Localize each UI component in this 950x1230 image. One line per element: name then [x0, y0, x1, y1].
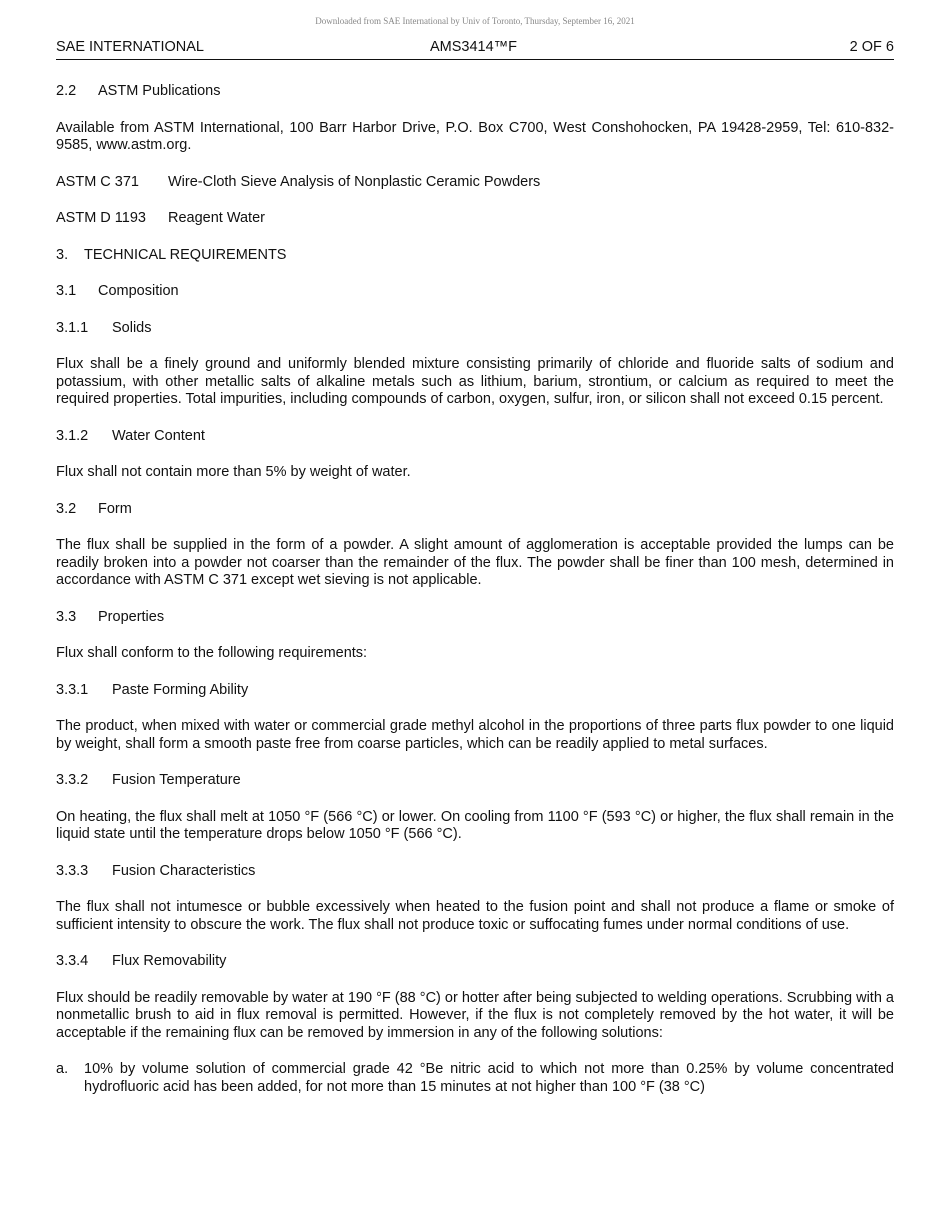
solids-paragraph: Flux shall be a finely ground and uniformly blended mixture consisting primarily of chloride and fluoride salts of sodium and potassium, with other metallic salts of alkaline metals such as lithium, barium, strontium, or calcium as required to meet the required properties. Total impurities, including compounds of carbon, oxygen, sulfur, iron, or silicon shall not exceed 0.15 percent. [56, 356, 894, 407]
water-content-paragraph: Flux shall not contain more than 5% by weight of water. [56, 464, 411, 480]
heading-2-2 [56, 83, 894, 101]
fusion-characteristics-paragraph: The flux shall not intumesce or bubble excessively when heated to the fusion point and shall not produce a flame or smoke of sufficient intensity to obscure the work. The flux shall not produce toxic or suffocating fumes under normal conditions of use. [56, 899, 894, 933]
section-number: 3.3.2 [56, 772, 89, 788]
list-item [56, 1061, 894, 1096]
document-body [56, 83, 894, 1115]
list-marker: a. [56, 1061, 69, 1077]
heading-3-1-2 [56, 428, 894, 446]
section-number: 3.2 [56, 500, 77, 517]
section-title: Composition [98, 283, 179, 299]
heading-3-3-4 [56, 953, 894, 971]
form-paragraph: The flux shall be supplied in the form of a powder. A slight amount of agglomeration is acceptable provided the lumps can be readily broken into a powder not coarser than the remainder of the flux. The powder shall be finer than 100 mesh, determined in accordance with ASTM C 371 except wet sieving is not applicable. [56, 537, 894, 588]
reference-astm-c371 [56, 174, 894, 192]
download-watermark: Downloaded from SAE International by Univ of Toronto, Thursday, September 16, 2021 [315, 16, 635, 26]
heading-3-1-1 [56, 320, 894, 338]
reference-title: Reagent Water [168, 210, 265, 226]
section-number: 3.1.1 [56, 319, 89, 336]
reference-code: ASTM C 371 [56, 173, 139, 190]
astm-availability-paragraph: Available from ASTM International, 100 Barr Harbor Drive, P.O. Box C700, West Conshohocken, PA 19428-2959, Tel: 610-832-9585, www.astm.org. [56, 119, 894, 153]
section-title: Form [98, 500, 132, 517]
reference-title: Wire-Cloth Sieve Analysis of Nonplastic Ceramic Powders [168, 173, 541, 190]
section-number: 3.3 [56, 608, 77, 625]
section-title: Flux Removability [112, 953, 227, 969]
section-title: ASTM Publications [98, 83, 221, 99]
fusion-temperature-paragraph: On heating, the flux shall melt at 1050 °F (566 °C) or lower. On cooling from 1100 °F (593 °C) or higher, the flux shall remain in the liquid state until the temperature drops below 1050 °F (566 °C). [56, 808, 894, 842]
header-org: SAE INTERNATIONAL [56, 39, 204, 55]
section-number: 3.3.3 [56, 862, 89, 879]
section-title: Properties [98, 608, 165, 625]
section-number: 3.1.2 [56, 427, 89, 444]
heading-3-3-2 [56, 772, 894, 790]
header-doc-id: AMS3414™F [430, 39, 518, 55]
reference-astm-d1193 [56, 210, 894, 228]
section-title: TECHNICAL REQUIREMENTS [84, 246, 287, 263]
section-number: 3.3.1 [56, 681, 89, 698]
section-number: 2.2 [56, 83, 77, 99]
section-title: Solids [112, 319, 152, 336]
section-title: Fusion Temperature [112, 772, 241, 788]
section-title: Paste Forming Ability [112, 681, 249, 698]
paste-forming-paragraph: The product, when mixed with water or commercial grade methyl alcohol in the proportions of three parts flux powder to one liquid by weight, shall form a smooth paste free from coarse particles, which can be readily applied to metal surfaces. [56, 718, 894, 752]
heading-3-1 [56, 283, 894, 301]
page-header [56, 39, 894, 60]
reference-code: ASTM D 1193 [56, 210, 146, 226]
heading-3-3 [56, 609, 894, 627]
section-title: Water Content [112, 427, 205, 444]
properties-paragraph: Flux shall conform to the following requirements: [56, 645, 368, 661]
heading-3-2 [56, 501, 894, 519]
section-number: 3.3.4 [56, 953, 89, 969]
heading-3-3-1 [56, 682, 894, 700]
section-number: 3.1 [56, 283, 77, 299]
section-number: 3. [56, 246, 69, 263]
header-page-number: 2 OF 6 [849, 39, 894, 55]
section-title: Fusion Characteristics [112, 862, 256, 879]
list-item-text: 10% by volume solution of commercial grade 42 °Be nitric acid to which not more than 0.25% by volume concentrated hydrofluoric acid has been added, for not more than 15 minutes at not higher than 100 °F (38 °C) [84, 1061, 894, 1095]
heading-3 [56, 247, 894, 265]
heading-3-3-3 [56, 863, 894, 881]
flux-removability-paragraph: Flux should be readily removable by water at 190 °F (88 °C) or hotter after being subjected to welding operations. Scrubbing with a nonmetallic brush to aid in flux removal is permitted. However, if the flux is not completely removed by the hot water, it will be acceptable if the remaining flux can be removed by immersion in any of the following solutions: [56, 989, 894, 1041]
